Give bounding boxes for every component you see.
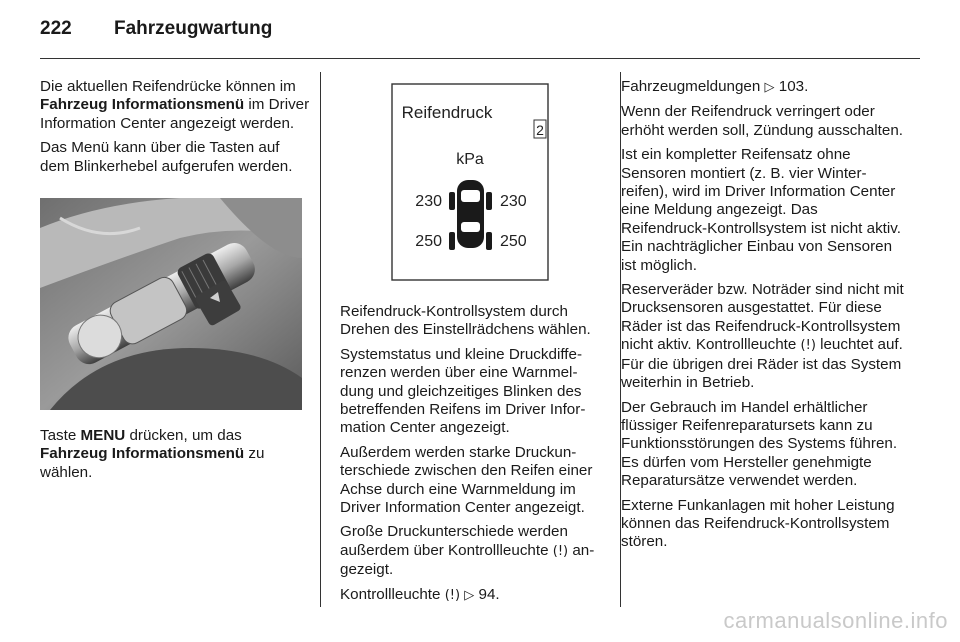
text: Reserveräder bzw. Noträder sind nicht mit Drucksensoren ausgestattet. Für diese Räder ist das Reifendruck-Kontrollsystem nicht aktiv. Kontrollleuchte bbox=[621, 281, 904, 354]
paragraph bbox=[40, 78, 310, 133]
paragraph: Externe Funkanlagen mit hoher Leistung können das Reifendruck-Kontrollsystem stören. bbox=[621, 496, 895, 551]
column-2 bbox=[340, 303, 605, 611]
paragraph: Reifendruck-Kontrollsystem durch Drehen des Einstellrädchens wählen. bbox=[340, 303, 591, 339]
text: Taste bbox=[40, 427, 81, 444]
paragraph: Außerdem werden starke Druckunterschiede zwischen den Reifen einer Achse durch eine Warnmeldung im Driver Information Center angezeigt. bbox=[340, 443, 593, 517]
tire-rear-left: 250 bbox=[415, 233, 442, 250]
display-unit: kPa bbox=[456, 151, 484, 168]
watermark: carmanualsonline.info bbox=[723, 608, 948, 633]
cross-reference-arrow-icon[interactable]: ▷ bbox=[764, 80, 775, 95]
page-reference[interactable]: 103. bbox=[774, 78, 809, 95]
column-1 bbox=[40, 78, 310, 182]
menu-name: Fahrzeug Informationsmenü bbox=[40, 96, 245, 114]
paragraph bbox=[621, 78, 906, 97]
text: im Driver Information Center angezeigt werden. bbox=[40, 96, 310, 132]
paragraph: Ist ein kompletter Reifensatz ohne Sensoren montiert (z. B. vier Winterreifen), wird im Driver Information Center eine Meldung angezeigt. Das Reifendruck-Kontrollsystem ist nicht aktiv. Ein nachträglicher Einbau von Sensoren ist möglich. bbox=[621, 146, 901, 274]
column-1-lower bbox=[40, 427, 310, 488]
paragraph: Das Menü kann über die Tasten auf dem Blinkerhebel aufgerufen werden. bbox=[40, 139, 293, 175]
tire-pressure-warning-icon: (!) bbox=[444, 587, 461, 603]
column-divider-1 bbox=[320, 72, 321, 607]
text: Kontrollleuchte bbox=[340, 585, 445, 603]
tire-front-right: 230 bbox=[500, 193, 527, 210]
text: leuchtet auf. Für die übrigen drei Räder ist das System weiterhin in Betrieb. bbox=[621, 336, 903, 392]
tire-pressure-warning-icon: (!) bbox=[800, 338, 816, 354]
display-badge: 2 bbox=[536, 122, 544, 138]
paragraph: Der Gebrauch im Handel erhältlicher flüssiger Reifenreparatursets kann zu Funktionsstörungen des Systems führen. Es dürfen vom Hersteller genehmigte Reparatursätze verwendet werden. bbox=[621, 398, 898, 490]
paragraph: Systemstatus und kleine Druckdifferenzen werden über eine Warnmeldung und gleichzeitiges Blinken des betreffenden Reifens im Driver Information Center angezeigt. bbox=[340, 345, 586, 437]
paragraph: Wenn der Reifendruck verringert oder erhöht werden soll, Zündung ausschalten. bbox=[621, 103, 903, 139]
tire-pressure-display-illustration bbox=[340, 72, 602, 290]
cross-reference-arrow-icon[interactable]: ▷ bbox=[464, 587, 475, 603]
tire-rear-right: 250 bbox=[500, 233, 527, 250]
tire-pressure-warning-icon: (!) bbox=[552, 543, 569, 559]
text: angezeigt. bbox=[340, 541, 595, 579]
paragraph bbox=[621, 281, 906, 392]
text: zu wählen. bbox=[40, 445, 265, 481]
text: Fahrzeugmeldungen bbox=[621, 78, 765, 95]
page-reference[interactable]: 94. bbox=[474, 585, 500, 603]
tire-front-left: 230 bbox=[415, 193, 442, 210]
text: drücken, um das bbox=[125, 427, 242, 444]
header-rule bbox=[40, 58, 920, 59]
text: Die aktuellen Reifendrücke können im bbox=[40, 78, 296, 95]
paragraph bbox=[40, 427, 310, 482]
page-header bbox=[40, 18, 920, 48]
menu-button-name: MENU bbox=[80, 427, 126, 444]
page-title: Fahrzeugwartung bbox=[114, 18, 273, 39]
menu-name: Fahrzeug Informationsmenü bbox=[40, 445, 245, 463]
turn-signal-lever-photo bbox=[40, 198, 302, 410]
paragraph bbox=[340, 523, 605, 579]
page-number: 222 bbox=[40, 18, 72, 39]
text: Große Druckunterschiede werden außerdem über Kontrollleuchte bbox=[340, 523, 568, 559]
paragraph bbox=[340, 586, 605, 605]
column-3 bbox=[621, 78, 906, 558]
display-title: Reifendruck bbox=[401, 103, 493, 122]
